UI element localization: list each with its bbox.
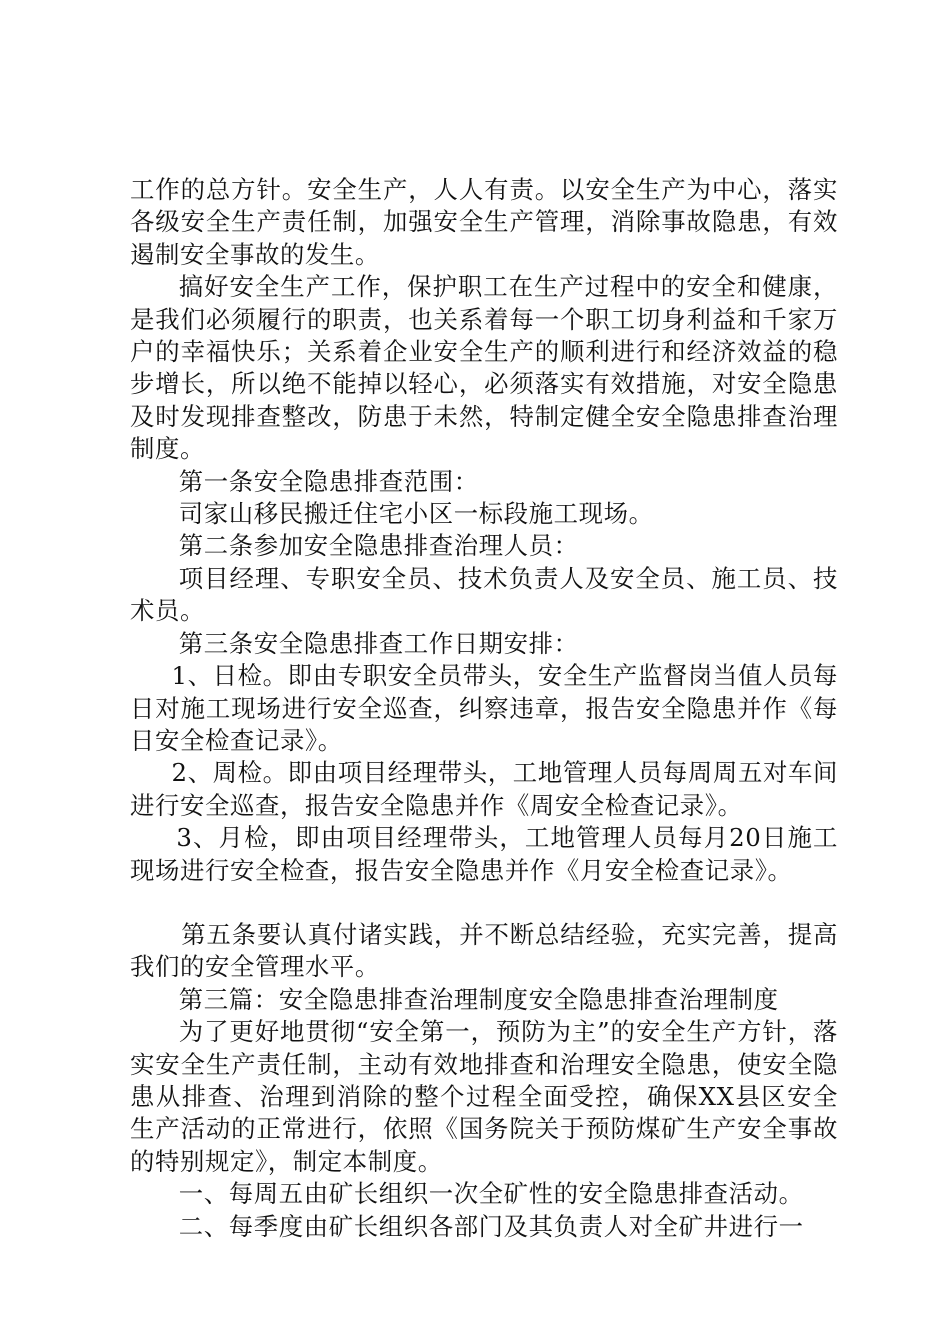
paragraph-14: 一、每周五由矿长组织一次全矿性的安全隐患排查活动。 bbox=[178, 1179, 804, 1209]
paragraph-9: 2、周检。即由项目经理带头，工地管理人员每周周五对车间进行安全巡查，报告安全隐患并作《周安全检查记录》。 bbox=[130, 758, 838, 820]
paragraph-6: 项目经理、专职安全员、技术负责人及安全员、施工员、技术员。 bbox=[130, 563, 838, 626]
paragraph-15: 二、每季度由矿长组织各部门及其负责人对全矿井进行一 bbox=[178, 1211, 804, 1241]
blank-line bbox=[130, 887, 838, 919]
paragraph-4: 司家山移民搬迁住宅小区一标段施工现场。 bbox=[178, 499, 654, 529]
paragraph-1: 工作的总方针。安全生产，人人有责。以安全生产为中心，落实各级安全生产责任制，加强安全生产管理，消除事故隐患，有效遏制安全事故的发生。 bbox=[130, 175, 838, 269]
paragraph-13: 为了更好地贯彻“安全第一，预防为主”的安全生产方针，落实安全生产责任制，主动有效地排查和治理安全隐患，使安全隐患从排查、治理到消除的整个过程全面受控，确保XX县区安全生产活动的正常进行，依照《国务院关于预防煤矿生产安全事故的特别规定》，制定本制度。 bbox=[130, 1017, 838, 1176]
paragraph-3: 第一条安全隐患排查范围： bbox=[178, 466, 479, 496]
paragraph-7: 第三条安全隐患排查工作日期安排： bbox=[178, 628, 579, 658]
paragraph-8: 1、日检。即由专职安全员带头，安全生产监督岗当值人员每日对施工现场进行安全巡查，纠察违章，报告安全隐患并作《每日安全检查记录》。 bbox=[130, 661, 838, 755]
paragraph-11: 第五条要认真付诸实践，并不断总结经验，充实完善，提高我们的安全管理水平。 bbox=[130, 919, 838, 982]
paragraph-10: 3、月检，即由项目经理带头，工地管理人员每月20日施工现场进行安全检查，报告安全隐患并作《月安全检查记录》。 bbox=[130, 823, 838, 885]
paragraph-5: 第二条参加安全隐患排查治理人员： bbox=[178, 531, 579, 561]
paragraph-12-section-heading: 第三篇：安全隐患排查治理制度安全隐患排查治理制度 bbox=[178, 984, 779, 1014]
paragraph-2: 搞好安全生产工作，保护职工在生产过程中的安全和健康，是我们必须履行的职责，也关系着每一个职工切身利益和千家万户的幸福快乐；关系着企业安全生产的顺利进行和经济效益的稳步增长，所以绝不能掉以轻心，必须落实有效措施，对安全隐患及时发现排查整改，防患于未然，特制定健全安全隐患排查治理制度。 bbox=[130, 272, 838, 464]
